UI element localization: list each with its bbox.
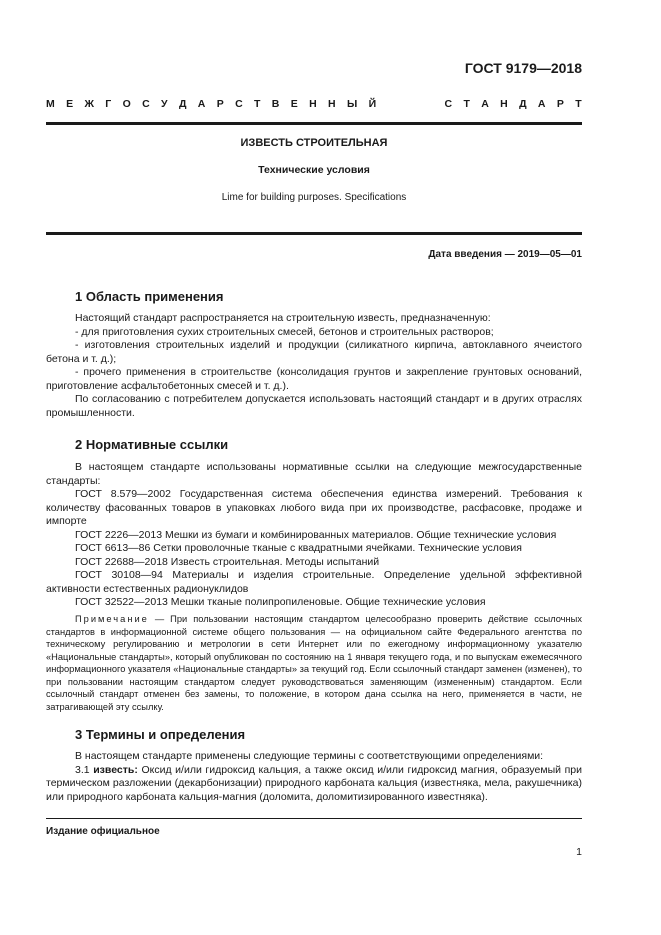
interstate-letter: С [444,98,453,110]
reference-item: ГОСТ 22688—2018 Известь строительная. Методы испытаний [75,555,380,568]
footer-rule [46,818,582,819]
interstate-letter: Н [309,98,317,110]
interstate-letter: Т [575,98,582,110]
interstate-letter: В [271,98,280,110]
introduction-date: Дата введения — 2019—05—01 [428,249,582,260]
document-subtitle: Технические условия [258,164,370,176]
section-3-body [46,750,582,804]
interstate-letter: Е [66,98,74,110]
interstate-letter: С [142,98,150,110]
paragraph: В настоящем стандарте применены следующие термины с соответствующими определениями: [75,750,544,762]
definition-text: Оксид и/или гидроксид кальция, а также оксид и/или гидроксид магния, образуемый при термическом разложении (декарбонизации) природного карбоната кальция (известняка, мела, ракушечника) или природного карбоната кальция-магния (доломита, доломитизированного известняка). [46,763,582,803]
reference-item: ГОСТ 2226—2013 Мешки из бумаги и комбинированных материалов. Общие технические условия [75,528,557,541]
interstate-letter: Е [290,98,298,110]
interstate-letter: Ы [346,98,358,110]
interstate-letter: Т [463,98,470,110]
interstate-letter [416,98,419,110]
interstate-letter [387,98,390,110]
reference-item: ГОСТ 6613—86 Сетки проволочные тканые с квадратными ячейками. Технические условия [75,542,522,554]
term: известь: [93,763,138,776]
interstate-letter: У [161,98,168,110]
note-label: Примечание [75,614,149,624]
reference-item: ГОСТ 32522—2013 Мешки тканые полипропиленовые. Общие технические условия [75,596,486,608]
interstate-letter: Н [328,98,336,110]
interstate-letter: Р [556,98,564,110]
note-text: — При пользовании настоящим стандартом целесообразно проверить действие ссылочных стандартов в информационной системе общего пользования — на официальном сайте Федерального агентства по техническому регулированию и метрологии в сети Интернет или по ежегодному информационному указателю «Национальные стандарты», который опубликован по состоянию на 1 января текущего года, и по выпускам ежемесячного информационного указателя «Национальные стандарты» за текущий год. Если ссылочный стандарт заменен (изменен), то при пользовании настоящим стандартом следует руководствоваться заменяющим (измененным) стандартом. Если ссылочный стандарт отменен без замены, то положение, в котором дана ссылка на него, применяется в части, не затрагивающей эту ссылку. [46,614,582,712]
interstate-letter: Й [368,98,377,110]
interstate-letter: Н [500,98,508,110]
interstate-letter: О [122,98,131,110]
interstate-standard-line [46,98,582,110]
title-rule [46,232,582,235]
paragraph: - прочего применения в строительстве (консолидация грунтов и закрепление грунтовых оснований, приготовление асфальтобетонных смесей и т. д.). [46,366,582,392]
term-definition [46,764,582,805]
interstate-letter: С [235,98,243,110]
section-2-note [46,613,582,713]
interstate-letter: Г [105,98,112,110]
section-3-heading: 3 Термины и определения [75,727,246,742]
english-title: Lime for building purposes. Specifications [221,192,407,203]
header-rule [46,122,582,125]
paragraph: Настоящий стандарт распространяется на строительную известь, предназначенную: [75,312,491,324]
paragraph: В настоящем стандарте использованы нормативные ссылки на следующие межгосударственные стандарты: [46,461,582,487]
paragraph: По согласованию с потребителем допускается использовать настоящий стандарт и в других отраслях промышленности. [46,393,582,419]
paragraph: - для приготовления сухих строительных смесей, бетонов и строительных растворов; [75,325,494,338]
paragraph: - изготовления строительных изделий и продукции (силикатного кирпича, автоклавного ячеистого бетона и т. д.); [46,339,582,365]
interstate-letter: А [197,98,206,110]
section-2-body [46,461,582,610]
interstate-letter: М [46,98,55,110]
interstate-letter: Ж [84,98,94,110]
page-number: 1 [576,846,582,858]
document-title: ИЗВЕСТЬ СТРОИТЕЛЬНАЯ [240,137,388,149]
term-number: 3.1 [75,763,90,776]
interstate-letter: Р [216,98,224,110]
reference-item: ГОСТ 30108—94 Материалы и изделия строительные. Определение удельной эффективной активности естественных радионуклидов [46,569,582,595]
interstate-letter [430,98,433,110]
standard-code: ГОСТ 9179—2018 [464,60,582,76]
section-1-body [46,312,582,420]
interstate-letter: Д [178,98,187,110]
interstate-letter: Т [254,98,261,110]
interstate-letter: Д [519,98,527,110]
reference-item: ГОСТ 8.579—2002 Государственная система обеспечения единства измерений. Требования к количеству фасованных товаров в упаковках любого вида при их производстве, расфасовке, продаже и импорте [46,488,582,527]
interstate-letter [402,98,405,110]
section-2-heading: 2 Нормативные ссылки [75,437,229,452]
interstate-letter: А [537,98,546,110]
section-1-heading: 1 Область применения [75,289,224,304]
edition-label: Издание официальное [46,826,160,837]
interstate-letter: А [481,98,489,110]
